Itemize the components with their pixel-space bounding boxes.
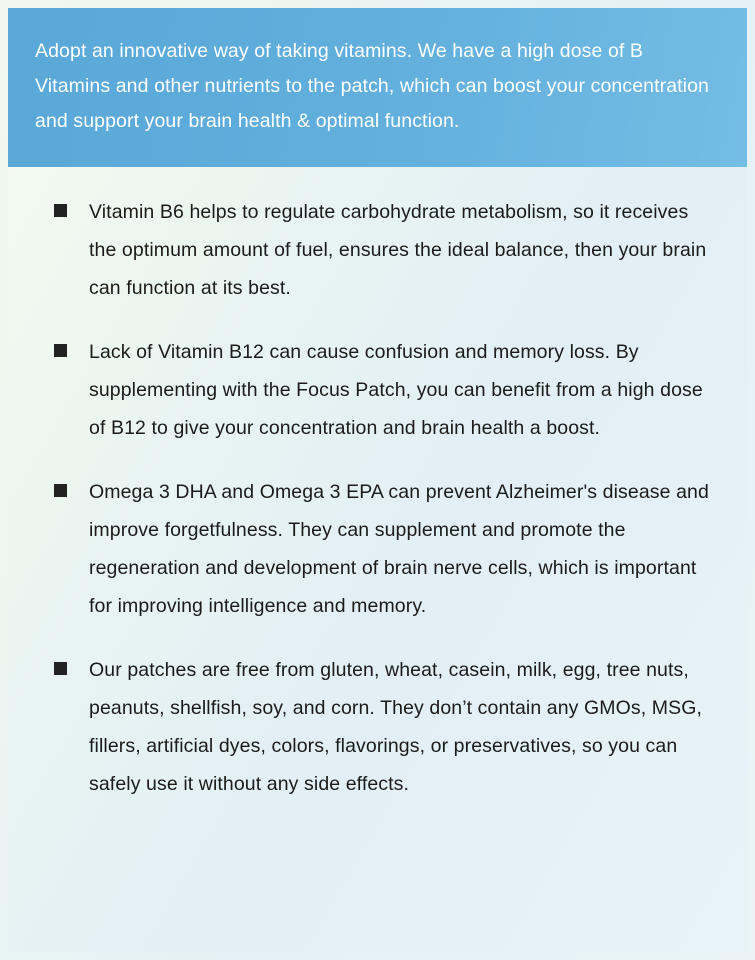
page-inner-panel <box>8 8 747 952</box>
square-bullet-icon <box>54 344 67 357</box>
intro-banner <box>8 8 747 167</box>
list-item-text: Lack of Vitamin B12 can cause confusion and memory loss. By supplementing with the Focus Patch, you can benefit from a high dose of B12 to give your concentration and brain health a boost. <box>89 341 703 439</box>
square-bullet-icon <box>54 204 67 217</box>
intro-banner-text: Adopt an innovative way of taking vitamins. We have a high dose of B Vitamins and other nutrients to the patch, which can boost your concentration and support your brain health & optimal function. <box>35 40 709 132</box>
square-bullet-icon <box>54 662 67 675</box>
list-item <box>38 333 717 447</box>
benefits-list <box>8 167 747 813</box>
list-item-text: Omega 3 DHA and Omega 3 EPA can prevent Alzheimer's disease and improve forgetfulness. They can supplement and promote the regeneration and development of brain nerve cells, which is important for improving intelligence and memory. <box>89 481 709 617</box>
list-item <box>38 473 717 625</box>
square-bullet-icon <box>54 484 67 497</box>
list-item-text: Vitamin B6 helps to regulate carbohydrate metabolism, so it receives the optimum amount of fuel, ensures the ideal balance, then your brain can function at its best. <box>89 201 707 299</box>
list-item <box>38 651 717 803</box>
list-item <box>38 193 717 307</box>
list-item-text: Our patches are free from gluten, wheat, casein, milk, egg, tree nuts, peanuts, shellfish, soy, and corn. They don’t contain any GMOs, MSG, fillers, artificial dyes, colors, flavorings, or preservatives, so you can safely use it without any side effects. <box>89 659 703 795</box>
